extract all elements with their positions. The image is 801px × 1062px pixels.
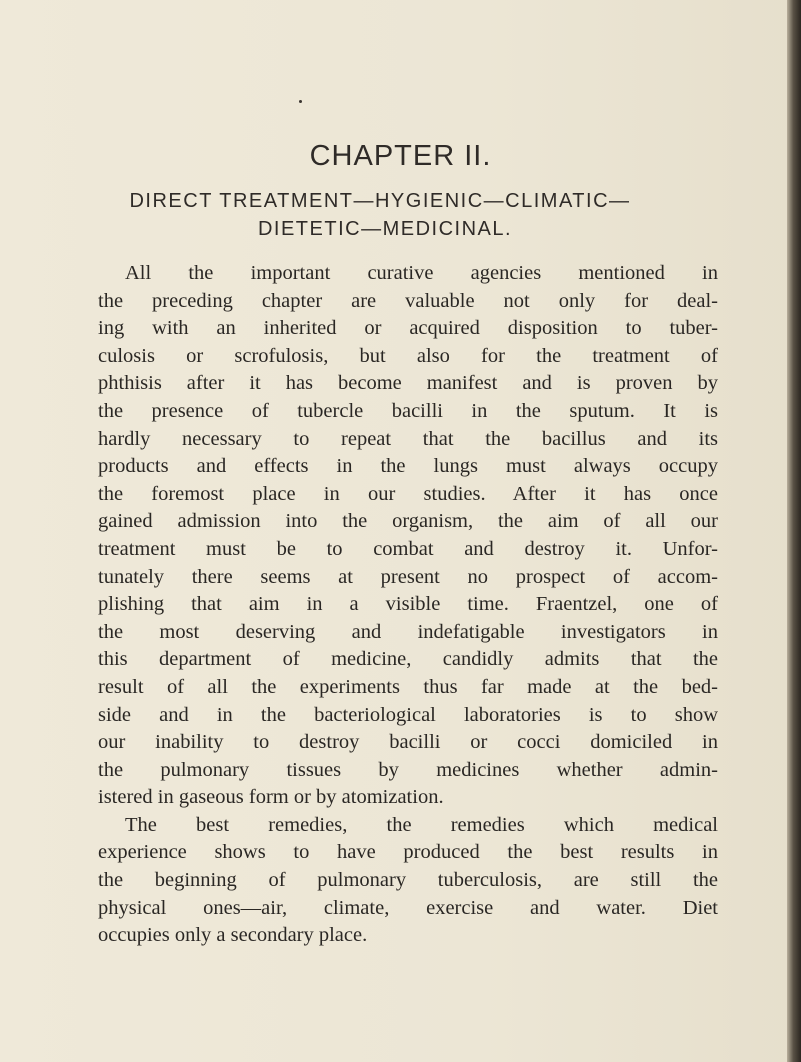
text-line: the most deserving and indefatigable investigators in [98,620,718,643]
text-line: the presence of tubercle bacilli in the sputum. It is [98,399,718,422]
text-line: ing with an inherited or acquired disposition to tuber- [98,317,718,340]
text-line: the pulmonary tissues by medicines whether admin- [98,758,718,781]
paragraph-1 [98,260,718,812]
text-line: tunately there seems at present no prospect of accom- [98,565,718,588]
paragraph-2 [98,812,718,950]
text-line: All the important curative agencies mentioned in [125,262,718,284]
chapter-title: CHAPTER II. [309,140,492,172]
text-line: gained admission into the organism, the aim of all our [98,510,718,533]
text-line: experience shows to have produced the best results in [98,841,718,864]
text-line: hardly necessary to repeat that the bacillus and its [98,427,718,450]
body-text [98,260,718,950]
chapter-subtitle-line-1: DIRECT TREATMENT—HYGIENIC—CLIMATIC— [129,190,631,212]
text-line: The best remedies, the remedies which medical [125,813,718,836]
text-line: phthisis after it has become manifest and is proven by [98,372,718,395]
text-line: the beginning of pulmonary tuberculosis, are still the [98,869,718,892]
text-line: result of all the experiments thus far made at the bed- [98,675,718,698]
chapter-subtitle-line-2: DIETETIC—MEDICINAL. [257,218,513,240]
ink-speck [299,100,302,103]
text-line: the foremost place in our studies. After it has once [98,482,718,505]
text-line: our inability to destroy bacilli or cocci domiciled in [98,731,718,754]
text-line: this department of medicine, candidly admits that the [98,648,718,671]
text-line: culosis or scrofulosis, but also for the treatment of [98,344,718,367]
text-line: plishing that aim in a visible time. Fraentzel, one of [98,593,718,616]
text-line: the preceding chapter are valuable not only for deal- [98,289,718,312]
text-line: physical ones—air, climate, exercise and water. Diet [98,896,718,919]
text-line: occupies only a secondary place. [98,924,368,947]
text-line: side and in the bacteriological laboratories is to show [98,703,718,726]
text-line: products and effects in the lungs must always occupy [98,455,718,478]
text-line: istered in gaseous form or by atomization. [98,786,444,809]
text-line: treatment must be to combat and destroy it. Unfor- [98,537,718,560]
